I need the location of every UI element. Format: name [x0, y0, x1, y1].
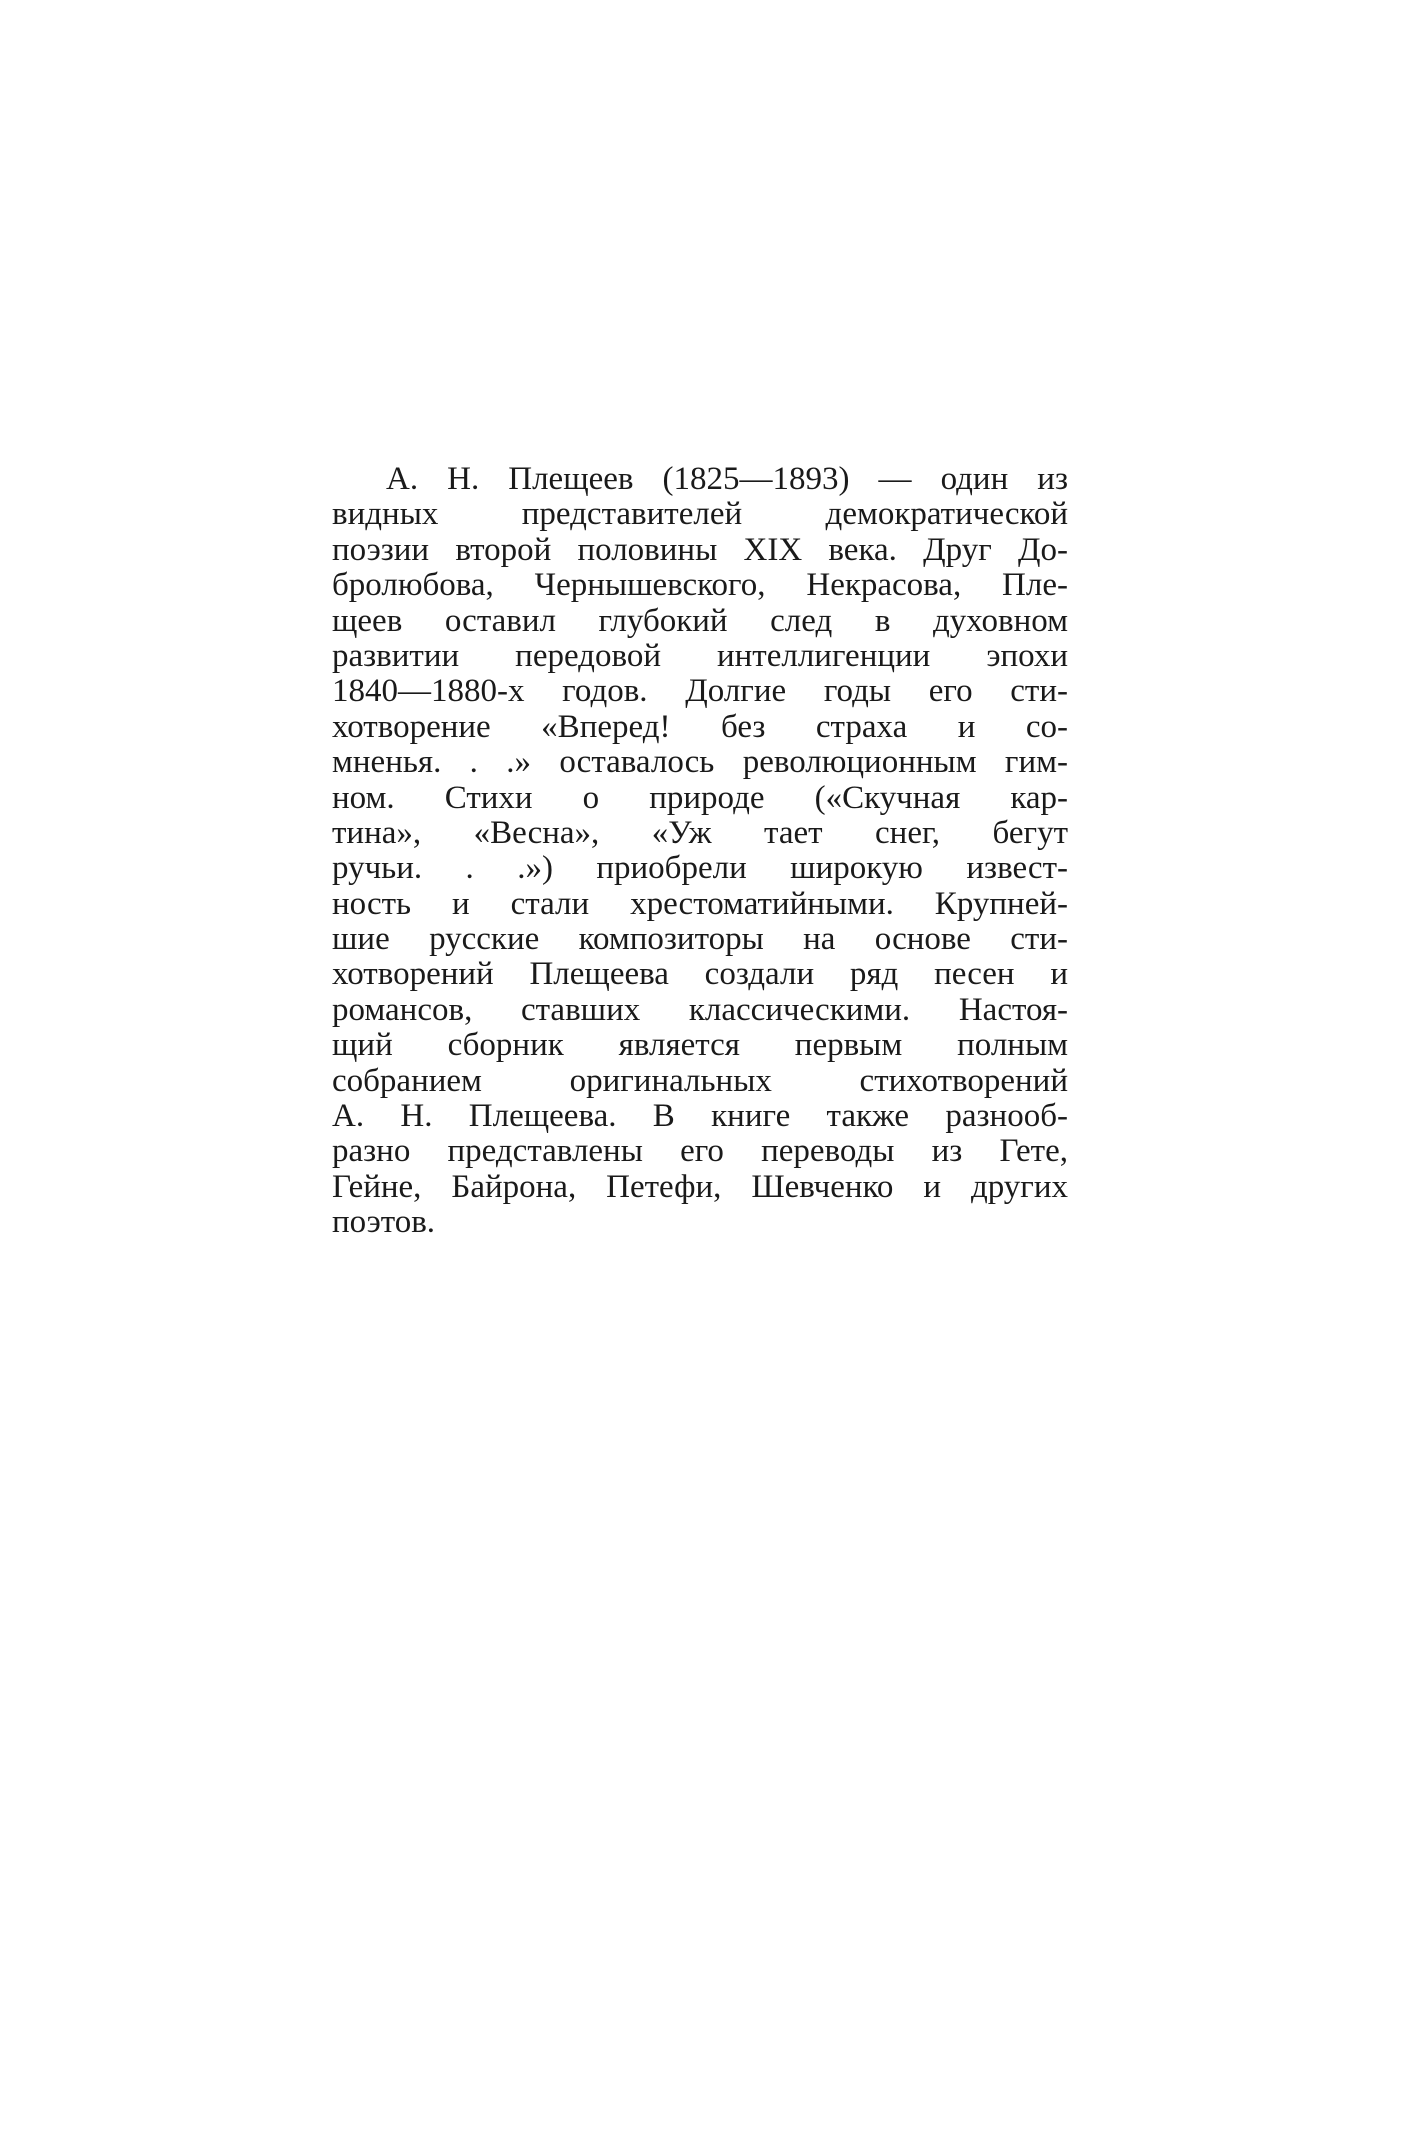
paragraph-line: тина», «Весна», «Уж тает снег, бегут — [332, 814, 1068, 851]
paragraph-line: ном. Стихи о природе («Скучная кар- — [332, 779, 1068, 816]
paragraph-line: А. Н. Плещеев (1825—1893) — один из — [386, 461, 1068, 497]
paragraph-line: хотворений Плещеева создали ряд песен и — [332, 956, 1068, 993]
paragraph-line: видных представителей демократической — [332, 496, 1068, 533]
paragraph-line: А. Н. Плещеева. В книге также разнооб- — [332, 1098, 1068, 1135]
paragraph-line: романсов, ставших классическими. Настоя- — [332, 991, 1068, 1028]
paragraph-line: хотворение «Вперед! без страха и со- — [332, 708, 1068, 745]
paragraph-line: поэзии второй половины XIX века. Друг До- — [332, 531, 1068, 568]
paragraph-line: бролюбова, Чернышевского, Некрасова, Пле- — [332, 567, 1068, 604]
paragraph-line: ручьи. . .») приобрели широкую извест- — [332, 850, 1068, 887]
paragraph-line: мненья. . .» оставалось революционным гим- — [332, 744, 1068, 781]
paragraph-line: щий сборник является первым полным — [332, 1027, 1068, 1064]
paragraph-line: развитии передовой интеллигенции эпохи — [332, 637, 1068, 674]
paragraph-line: ность и стали хрестоматийными. Крупней- — [332, 885, 1068, 922]
paragraph-line: 1840—1880-х годов. Долгие годы его сти- — [332, 673, 1068, 710]
paragraph-line: поэтов. — [332, 1204, 436, 1241]
annotation-paragraph — [332, 462, 1068, 1241]
paragraph-line: разно представлены его переводы из Гете, — [332, 1133, 1068, 1170]
paragraph-line: Гейне, Байрона, Петефи, Шевченко и других — [332, 1168, 1068, 1205]
paragraph-line: собранием оригинальных стихотворений — [332, 1062, 1068, 1099]
paragraph-line: щеев оставил глубокий след в духовном — [332, 602, 1068, 639]
paragraph-line: шие русские композиторы на основе сти- — [332, 921, 1068, 958]
